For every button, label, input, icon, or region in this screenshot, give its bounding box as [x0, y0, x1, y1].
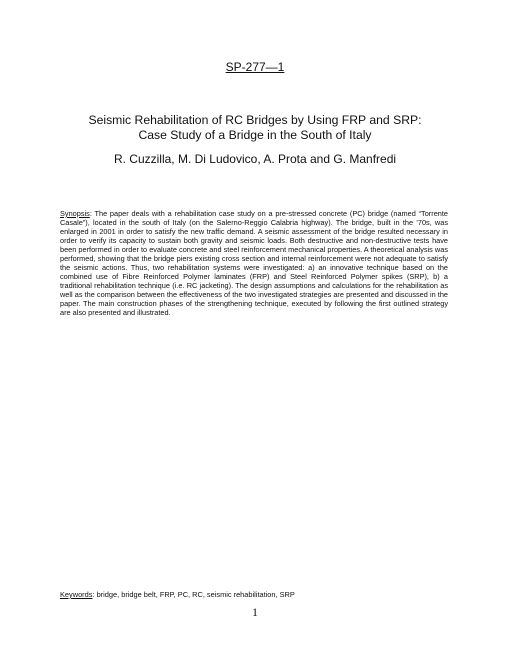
keywords-text: bridge, bridge belt, FRP, PC, RC, seismic rehabilitation, SRP [96, 590, 295, 599]
keywords-label: Keywords [60, 590, 93, 599]
synopsis-paragraph: Synopsis: The paper deals with a rehabilitation case study on a pre-stressed concrete (PC) bridge (named “Torrente Casale”), located in the south of Italy (on the Salerno-Reggio Calabria highway). The bridge, built in the ’70s, was enlarged in 2001 in order to satisfy the new traffic demand. A seismic assessment of the bridge resulted necessary in order to verify its capacity to sustain both gravity and seismic loads. Both destructive and non-destructive tests have been performed in order to evaluate concrete and steel reinforcement mechanical properties. A theoretical analysis was performed, showing that the bridge piers existing cross section and internal reinforcement were not adequate to satisfy the seismic actions. Thus, two rehabilitation systems were investigated: a) an innovative technique based on the combined use of Fibre Reinforced Polymer laminates (FRP) and Steel Reinforced Polymer spikes (SRP), b) a traditional rehabilitation technique (i.e. RC jacketing). The design assumptions and calculations for the rehabilitation as well as the comparison between the effectiveness of the two investigated strategies are presented and discussed in the paper. The main construction phases of the strengthening technique, executed by following the first outlined strategy are also presented and illustrated. [60, 209, 448, 317]
synopsis-text: The paper deals with a rehabilitation case study on a pre-stressed concrete (PC) bridge (named “Torrente Casale”), located in the south of Italy (on the Salerno-Reggio Calabria highway). The bridge, built in the ’70s, was enlarged in 2001 in order to satisfy the new traffic demand. A seismic assessment of the bridge resulted necessary in order to verify its capacity to sustain both gravity and seismic loads. Both destructive and non-destructive tests have been performed in order to evaluate concrete and steel reinforcement mechanical properties. A theoretical analysis was performed, showing that the bridge piers existing cross section and internal reinforcement were not adequate to satisfy the seismic actions. Thus, two rehabilitation systems were investigated: a) an innovative technique based on the combined use of Fibre Reinforced Polymer laminates (FRP) and Steel Reinforced Polymer spikes (SRP), b) a traditional rehabilitation technique (i.e. RC jacketing). The design assumptions and calculations for the rehabilitation as well as the comparison between the effectiveness of the two investigated strategies are presented and discussed in the paper. The main construction phases of the strengthening technique, executed by following the first outlined strategy are also presented and illustrated. [60, 209, 448, 317]
keywords-line: Keywords: bridge, bridge belt, FRP, PC, RC, seismic rehabilitation, SRP [60, 590, 295, 599]
paper-title [0, 113, 510, 143]
paper-title-line-1: Seismic Rehabilitation of RC Bridges by Using FRP and SRP: [88, 113, 422, 127]
paper-title-line-2: Case Study of a Bridge in the South of Italy [138, 128, 372, 142]
paper-id: SP-277—1 [225, 60, 285, 74]
synopsis-label: Synopsis [60, 209, 90, 218]
page-number: 1 [252, 605, 258, 619]
author-list: R. Cuzzilla, M. Di Ludovico, A. Prota and G. Manfredi [113, 152, 397, 166]
